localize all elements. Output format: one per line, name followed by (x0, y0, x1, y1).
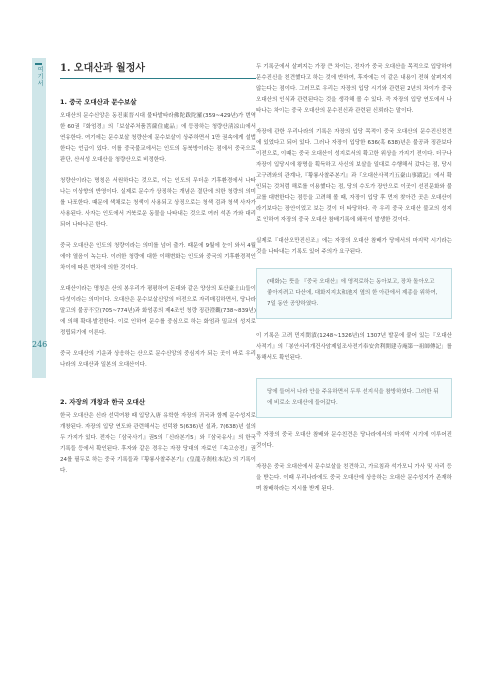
section-heading-2: 2. 자장의 개창과 한국 오대산 (60, 398, 146, 406)
side-label: 여기서 (36, 66, 43, 87)
chapter-title: 1. 오대산과 월정사 (60, 62, 256, 79)
paragraph: 자장은 중국 오대산에서 문수보살을 친견하고, 가르침과 석가모니 가사 및 사리 등을 받는다. 이때 우리나라에도 중국 오대산에 상응하는 오대산 문수성지가 존재하며 참배하라는 지시를 받게 된다. (256, 464, 452, 492)
paragraph: 오대산이라는 명칭은 산의 봉우리가 평평하여 돈대와 같은 양상의 토산臺土山들이 다섯이라는 의미이다. 오대산은 문수보살신앙의 터전으로 자리매김하면서, 당나라 말고의 불공不空(705~774년)과 화엄종의 제4조인 청량 징관澄觀(738~839년)에 의해 확대·발전한다. 이로 인하여 문수를 중심으로 하는 화엄과 밀교의 성지로 정립되기에 이른다. (60, 286, 256, 336)
paragraph: 두 기록군에서 살펴지는 가장 큰 차이는, 전자가 중국 오대산을 목적으로 입당하여 문수진신을 친견했다고 하는 것에 반하여, 후자에는 이 같은 내용이 전혀 살펴지지 않는다는 점이다. 그러므로 우리는 자장의 입당 시기와 관련된 2년의 차이가 중국 오대산의 인식과 관련된다는 것을 생각해 볼 수 있다. 즉 자장의 입당 연도에서 나타나는 차이는 중국 오대산의 문수진신과 관련된 신뢰라는 말이다. (256, 64, 452, 114)
side-strip (32, 58, 46, 378)
paragraph: 자장에 관한 우리나라의 기록은 자장의 입당 목적이 중국 오대산의 문수진신친견에 있었다고 되어 있다. 그러나 자장이 입당한 636(혹 638)년은 불공과 징관보다 이전으로, 이때는 중국 오대산이 성지로서의 확고한 위상을 가지기 전이다. 더구나 자장이 입당시에 왕명을 획득하고 사신의 보살을 일대로 수행해서 갔다는 점, 당시 고구려와의 관계나,『황룡사찰주본기』과『오대산사적기五臺山事蹟記』에서 확인되는 것처럼 해로를 이용했다는 점, 당의 수도가 장안으로 이곳이 선진문화와 불교를 대변한다는 점등을 고려해 볼 때, 자장이 입당 후 먼저 찾아간 곳은 오대산이라기보다는 장안이었고 보는 것이 더 타당하다. 즉 우리 중국 오대산 불교의 성지로 인하여 자장의 중국 오대산 참배기록에 왜곡이 발생한 것이다. (256, 129, 452, 223)
paragraph: 즉 자장의 중국 오대산 참배와 문수친견은 당나라에서의 마지막 시기에 이루어진 것이다. (256, 432, 452, 449)
right-column (256, 62, 452, 505)
paragraph: 청량산이라는 명칭은 서원하다는 것으로, 이는 인도의 무더운 기후환경에서 나타나는 이상향의 반영이다. 실제로 문수가 상징하는 개념은 결단에 의한 청량의 의미를 나포한다. 때문에 색채로는 청색이 사용되고 상징으로는 청색 검과 청색 사자가 사용된다. 사자는 인도에서 거북로운 동물을 나타내는 것으로 여러 석존 가와 대리되어 나타나곤 한다. (60, 178, 256, 228)
quote-box-2: 당에 들어서 나라 안을 주유하면서 두루 선지식을 참방하였다. 그러한 뒤에 비로소 오대산에 들어갔다. (256, 378, 452, 418)
left-column (60, 62, 256, 487)
paragraph: 실제로『대산오만진신조』에는 자장의 오대산 참배가 당에서의 마지막 시기라는 것을 나타내는 기록도 있어 주의가 요구된다. (256, 238, 452, 255)
quote-box: (태화)는 뜻을 『중국 오대산』에 영적로하는 동아보고, 장차 돌아오고 좋아지려고 다산에, 대화지지太和池지 옆의 한 아관에서 제종을 위하여, 7일 동안 공양하였다. (256, 268, 452, 319)
paragraph: 이 기록은 고려 민지閔漬(1248~1326년)의 1307년 발문에 붙어 있는『오대산사적기』의「봉안사리개건사암제일조사전기奉安舍利開建寺庵第一祖師傳記」를 통해서도 확인된다. (256, 333, 452, 361)
paragraph: 오대산의 문수신앙은 동진東晋시대 불타발타라佛陀跋陀羅(359~429년)가 번역한 60권『화엄경』의「보살주처품菩薩住處品」에 등장하는 청량산淸凉山에서 연유한다. 여기에는 문수보살 청량산에 문수보살이 상주하면서 1만 권속에게 설법한다는 언급이 있다. 이를 중국불교에서는 인도의 동북방이라는 점에서 중국으로 판단, 산서성 오대산을 청량산으로 비정한다. (60, 113, 256, 163)
paragraph: 중국 오대산의 기운과 상응하는 산으로 문수신앙의 중심지가 되는 곳이 바로 우리나라의 오대산과 일본의 오대산이다. (60, 351, 256, 368)
paragraph: 중국 오대산은 인도의 청량이라는 의미를 넘어 출가. 때문에 9월에 눈이 와서 4월에야 열음이 녹는다. 이러한 청량에 대한 이해변화는 인도와 중국의 기후환경적인 차이에 따른 변차에 의한 것이다. (60, 243, 256, 271)
section-heading-1: 1. 중국 오대산과 문수보살 (60, 98, 137, 106)
side-mark-icon (35, 63, 42, 65)
page-number: 246 (32, 340, 48, 349)
paragraph: 한국 오대산은 신라 선덕여왕 때 입당入唐 유학한 자장의 귀국과 함께 문수성지로 개창된다. 자장의 입당 연도와 관련해서는 선덕왕 5(636)년 설과, 7(638)년 설의 두 가지가 있다. 전자는『삼국사기』권5의「신라본기5」와『삼국유사』의 한국 기록들 등에서 확인된다. 후자와 같은 경우는 자장 당대의 자료인『속고승전』권24를 필두로 하는 중국 기록들과『황룡사찰주본기』(皇龍寺刹柱本記) 의 기록이다. (60, 413, 256, 474)
